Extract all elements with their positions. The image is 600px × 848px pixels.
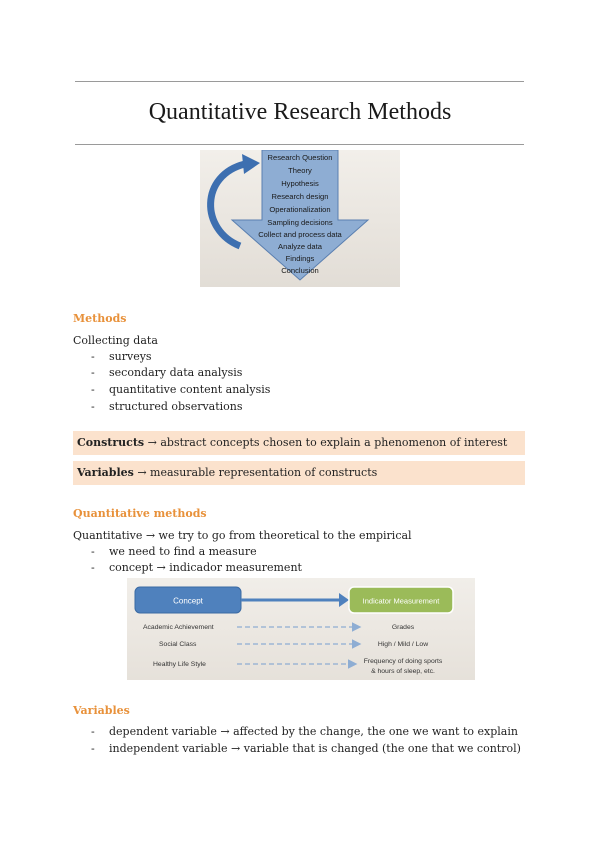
indicator-example: Grades (391, 624, 415, 631)
methods-intro: Collecting data (73, 334, 158, 347)
list-item: - we need to find a measure (91, 545, 257, 558)
list-item: - secondary data analysis (91, 366, 243, 379)
list-item: - surveys (91, 350, 152, 363)
list-item: - quantitative content analysis (91, 383, 271, 396)
concept-example: Healthy Life Style (153, 661, 206, 668)
list-item: - dependent variable → affected by the change, the one we want to explain (91, 725, 518, 738)
title-underline (75, 144, 524, 145)
process-step: Collect and process data (258, 230, 342, 239)
section-heading-methods: Methods (73, 312, 127, 325)
definition-text: measurable representation of constructs (150, 466, 378, 479)
concept-label: Concept (173, 596, 203, 606)
process-step: Findings (285, 254, 315, 263)
process-step: Theory (288, 166, 312, 175)
process-step: Operationalization (269, 205, 331, 214)
page-title: Quantitative Research Methods (148, 99, 452, 125)
indicator-example-line2: & hours of sleep, etc. (371, 668, 435, 675)
list-item: - independent variable → variable that is changed (the one that we control) (91, 742, 521, 755)
process-step: Hypothesis (281, 179, 319, 188)
definition-text: abstract concepts chosen to explain a phenomenon of interest (160, 436, 508, 449)
indicator-example: Frequency of doing sports (363, 658, 443, 665)
top-rule (75, 81, 524, 82)
section-heading-quantitative-methods: Quantitative methods (73, 507, 207, 520)
definition-box-variables: Variables → measurable representation of constructs (73, 461, 525, 485)
process-step: Research design (271, 192, 329, 201)
indicator-example: High / Mild / Low (377, 641, 429, 648)
research-process-diagram (200, 150, 400, 287)
definition-term: Variables (77, 466, 134, 479)
list-item: - concept → indicador measurement (91, 561, 302, 574)
definition-term: Constructs (77, 436, 145, 449)
process-step: Sampling decisions (267, 218, 333, 227)
concept-example: Academic Achievement (143, 624, 214, 631)
process-step: Analyze data (278, 242, 322, 251)
quant-intro: Quantitative → we try to go from theoretical to the empirical (73, 529, 412, 542)
section-heading-variables: Variables (73, 704, 130, 717)
concept-indicator-diagram (127, 578, 475, 680)
definition-box-constructs: Constructs → abstract concepts chosen to explain a phenomenon of interest (73, 431, 525, 455)
concept-example: Social Class (159, 641, 197, 648)
indicator-label: Indicator Measurement (362, 596, 440, 606)
process-step: Research Question (267, 153, 333, 162)
list-item: - structured observations (91, 400, 243, 413)
process-step: Conclusion (281, 266, 319, 275)
